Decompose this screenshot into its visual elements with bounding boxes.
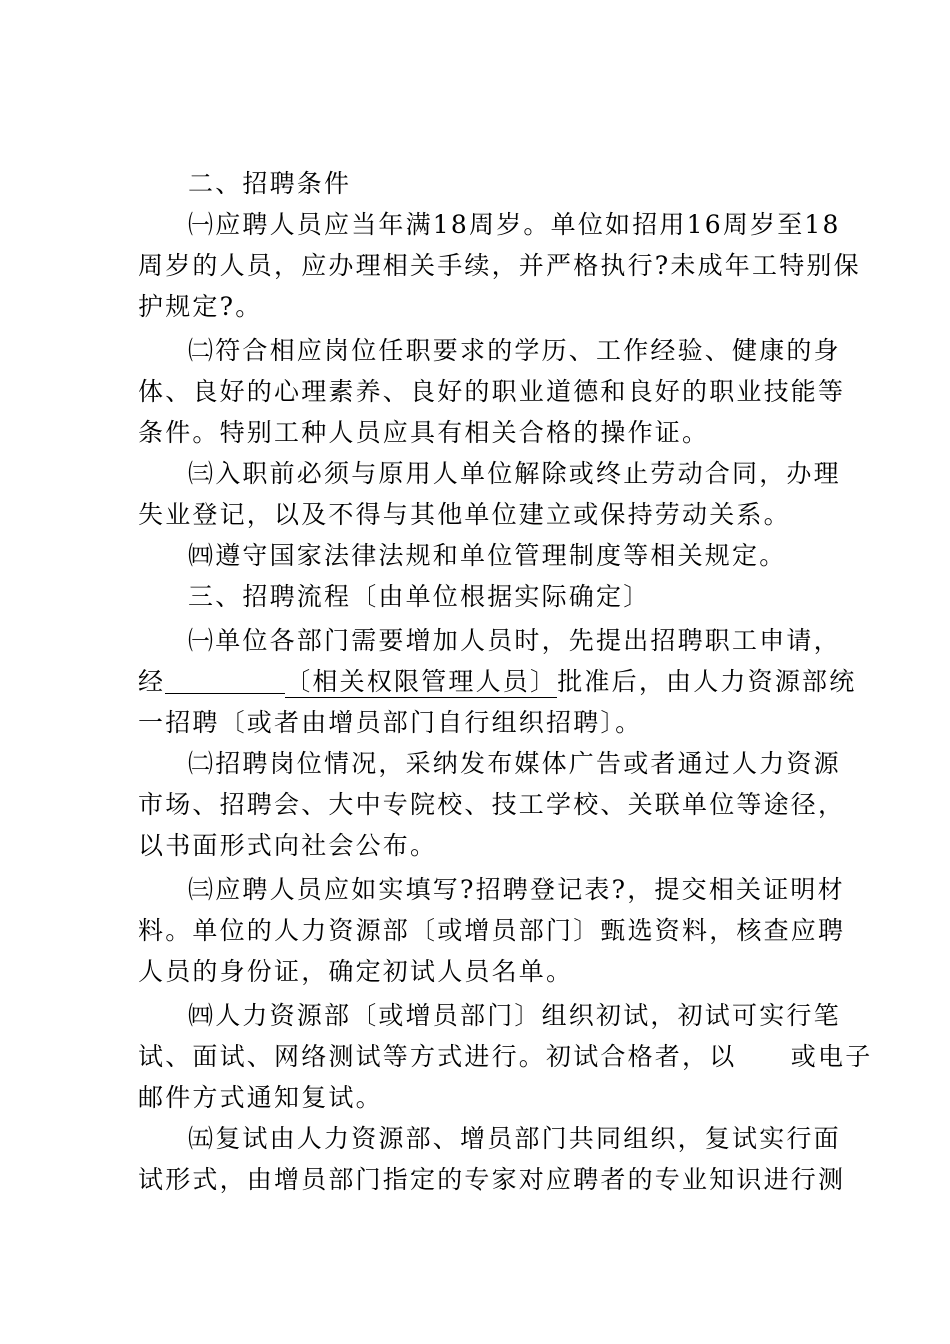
- fill-in-blank: [165, 669, 285, 694]
- paragraph-line: 条件。特别工种人员应具有相关合格的操作证。: [138, 418, 710, 447]
- paragraph-line: 护规定?。: [138, 292, 263, 321]
- paragraph-line: 邮件方式通知复试。: [138, 1083, 383, 1112]
- paragraph-line: ㈠应聘人员应当年满18周岁。单位如招用16周岁至18: [188, 210, 841, 239]
- paragraph-line: 人员的身份证，确定初试人员名单。: [138, 957, 574, 986]
- paragraph-line: ㈡招聘岗位情况，采纳发布媒体广告或者通过人力资源: [188, 749, 841, 778]
- paragraph-line: ㈣遵守国家法律法规和单位管理制度等相关规定。: [188, 541, 787, 570]
- paragraph-line: ㈠单位各部门需要增加人员时，先提出招聘职工申请，: [188, 626, 841, 655]
- paragraph-text: 批准后，由人力资源部统: [557, 667, 857, 696]
- paragraph-line: ㈢应聘人员应如实填写?招聘登记表?，提交相关证明材: [188, 875, 845, 904]
- underlined-text: 〔相关权限管理人员〕: [285, 667, 558, 696]
- paragraph-text: 经: [138, 667, 166, 696]
- paragraph-line: 试形式，由增员部门指定的专家对应聘者的专业知识进行测: [138, 1165, 846, 1194]
- paragraph-line: ㈢入职前必须与原用人单位解除或终止劳动合同，办理: [188, 459, 841, 488]
- paragraph-line: 料。单位的人力资源部〔或增员部门〕甄选资料，核查应聘: [138, 916, 846, 945]
- paragraph-line: 试、面试、网络测试等方式进行。初试合格者，以 或电子: [138, 1042, 873, 1071]
- paragraph-line: ㈣人力资源部〔或增员部门〕组织初试，初试可实行笔: [188, 1001, 841, 1030]
- section-heading-recruitment-process: 三、招聘流程〔由单位根据实际确定〕: [188, 582, 651, 611]
- paragraph-line: ㈡符合相应岗位任职要求的学历、工作经验、健康的身: [188, 336, 841, 365]
- paragraph-line: 失业登记，以及不得与其他单位建立或保持劳动关系。: [138, 500, 791, 529]
- paragraph-line: 周岁的人员，应办理相关手续，并严格执行?未成年工特别保: [138, 251, 861, 280]
- paragraph-line: ㈤复试由人力资源部、增员部门共同组织，复试实行面: [188, 1124, 841, 1153]
- paragraph-line: 市场、招聘会、大中专院校、技工学校、关联单位等途径，: [138, 790, 846, 819]
- section-heading-recruitment-conditions: 二、招聘条件: [188, 169, 352, 198]
- paragraph-line: 以书面形式向社会公布。: [138, 831, 438, 860]
- paragraph-line-with-blank: [138, 666, 856, 698]
- paragraph-line: 体、良好的心理素养、良好的职业道德和良好的职业技能等: [138, 377, 846, 406]
- paragraph-line: 一招聘〔或者由增员部门自行组织招聘〕。: [138, 708, 643, 737]
